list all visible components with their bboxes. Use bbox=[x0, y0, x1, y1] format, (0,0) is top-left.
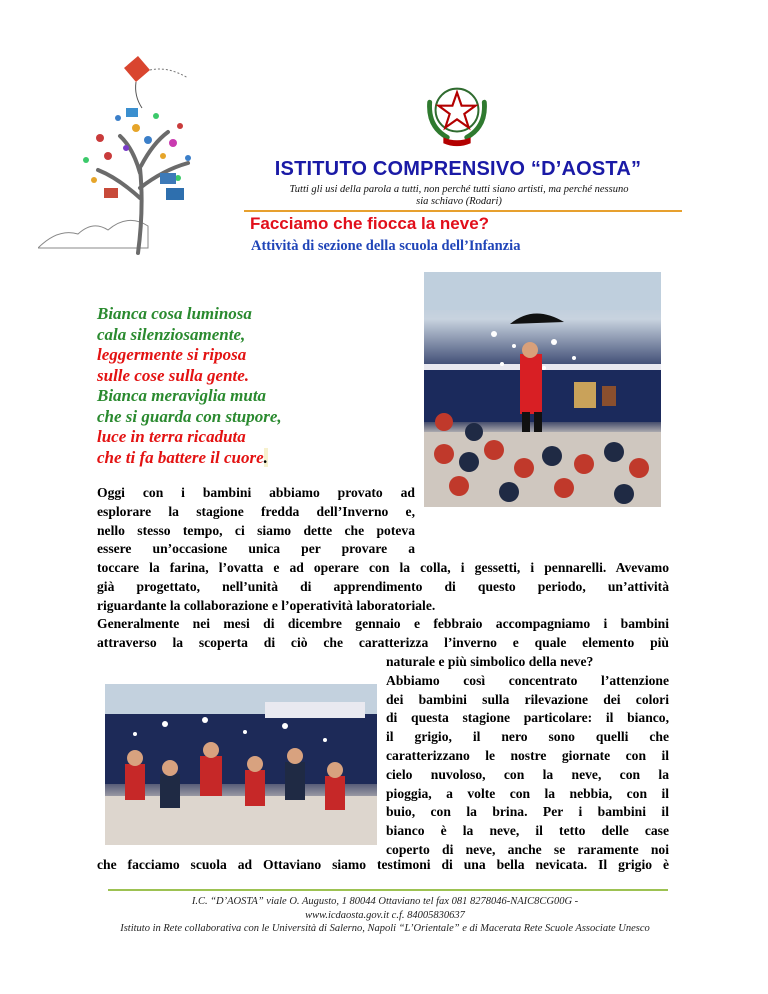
text-line: riguardante la collaborazione e l’operatività laboratoriale. bbox=[97, 597, 436, 613]
poem-line: sulle cose sulla gente. bbox=[97, 365, 250, 385]
text-line: cielo nuvoloso, con la neve, con la bbox=[386, 766, 669, 782]
poem bbox=[97, 304, 282, 468]
document-subtitle: Attività di sezione della scuola dell’Infanzia bbox=[251, 238, 521, 254]
text-line: il grigio, il nero sono quelli che bbox=[386, 729, 669, 745]
poem-line: Bianca meraviglia muta bbox=[97, 386, 267, 405]
motto-line: Tutti gli usi della parola a tutti, non perché tutti siano artisti, ma perché nessuno bbox=[289, 184, 629, 195]
footer-divider bbox=[108, 889, 668, 891]
paragraph-full-width bbox=[97, 559, 669, 653]
text-line: di questa stagione particolare: il bianco, bbox=[386, 710, 669, 726]
text-line: dei bambini sulla rilevazione dei colori bbox=[386, 691, 669, 707]
footer bbox=[80, 895, 690, 936]
motto bbox=[240, 184, 678, 208]
paragraph-intro bbox=[97, 484, 415, 559]
text-line: attraverso la scoperta di ciò che caratterizza l’inverno e quale elemento più bbox=[97, 635, 669, 651]
text-line: Abbiamo così concentrato l’attenzione bbox=[386, 672, 669, 688]
footer-website: www.icdaosta.gov.it c.f. 84005830637 bbox=[305, 909, 465, 921]
poem-line: Bianca cosa luminosa bbox=[97, 304, 252, 323]
poem-line: luce in terra ricaduta bbox=[97, 427, 246, 446]
text-line: esplorare la stagione fredda dell’Inverno e, bbox=[97, 503, 415, 519]
republic-emblem bbox=[418, 72, 496, 152]
poem-line: cala silenziosamente, bbox=[97, 324, 246, 344]
photo-teacher-umbrella bbox=[424, 272, 661, 507]
text-line: caratterizzano le nostre giornate con il bbox=[386, 747, 669, 763]
text-line: Generalmente nei mesi di dicembre gennaio e febbraio accompagniamo i bambini bbox=[97, 616, 669, 632]
text-line: coperto di neve, anche se raramente noi bbox=[386, 841, 669, 857]
footer-address: I.C. “D’AOSTA” viale O. Augusto, 1 80044 Ottaviano tel fax 081 8278046-NAIC8CG00G - bbox=[191, 896, 579, 907]
text-line: nello stesso tempo, ci siamo dette che poteva bbox=[97, 522, 415, 538]
institute-title: ISTITUTO COMPRENSIVO “D’AOSTA” bbox=[274, 158, 642, 180]
paragraph-last-line bbox=[97, 856, 669, 875]
footer-network: Istituto in Rete collaborativa con le Università di Salerno, Napoli “L’Orientale” e di Macerata Rete Scuole Associate Unesco bbox=[120, 923, 650, 934]
photo-children-snow bbox=[105, 684, 377, 845]
text-line: naturale e più simbolico della neve? bbox=[386, 654, 594, 669]
paragraph-right-column bbox=[386, 653, 669, 860]
text-line: bianco è la neve, il tetto delle case bbox=[386, 823, 669, 839]
text-line: Oggi con i bambini abbiamo provato ad bbox=[97, 485, 415, 500]
poem-line: leggermente si riposa bbox=[97, 345, 247, 364]
text-line: pioggia, a volte con la nebbia, con il bbox=[386, 785, 669, 801]
text-line: toccare la farina, l’ovatta e ad operare con la colla, i gessetti, i pennarelli. Avevamo bbox=[97, 560, 669, 575]
text-line: già progettato, nell’unità di apprendimento di questo periodo, un’attività bbox=[97, 578, 669, 594]
document-title: Facciamo che fiocca la neve? bbox=[250, 214, 490, 233]
school-tree-logo bbox=[38, 48, 248, 258]
text-line: buio, con la brina. Per i bambini il bbox=[386, 804, 669, 820]
header-divider bbox=[244, 210, 682, 212]
text-line: essere un’occasione unica per provare a bbox=[97, 541, 415, 557]
motto-line: sia schiavo (Rodari) bbox=[416, 196, 502, 207]
poem-line: che si guarda con stupore, bbox=[97, 406, 282, 426]
poem-line: che ti fa battere il cuore. bbox=[97, 447, 268, 467]
text-line: che facciamo scuola ad Ottaviano siamo testimoni di una bella nevicata. Il grigio è bbox=[97, 857, 669, 872]
